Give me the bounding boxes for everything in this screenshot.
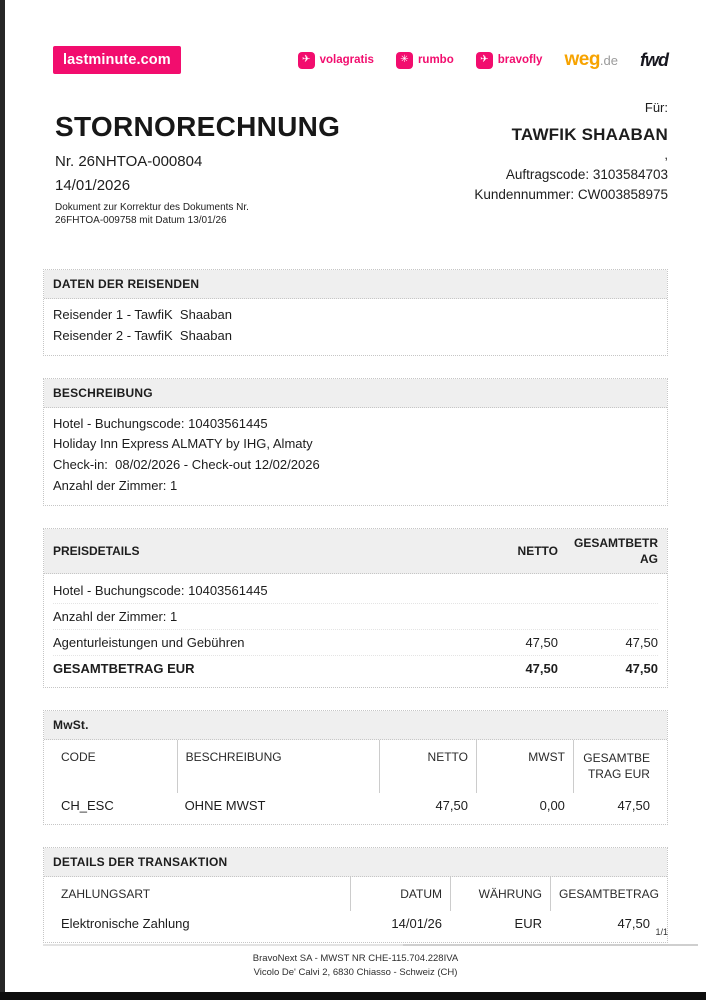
- page-edge-bottom: [0, 992, 706, 1000]
- volagratis-label: volagratis: [319, 54, 374, 66]
- price-row-total-eur: [53, 656, 658, 681]
- price-row-total: 47,50: [625, 661, 658, 677]
- transaction-col-total: GESAMTBETRAG: [550, 877, 658, 911]
- price-table-header: [44, 529, 667, 574]
- price-row-netto: 47,50: [525, 661, 558, 677]
- vat-col-netto: NETTO: [379, 740, 476, 792]
- description-row: Holiday Inn Express ALMATY by IHG, Almaty: [53, 436, 313, 452]
- footer-company-info: [5, 952, 706, 980]
- section-travelers-body: [44, 299, 667, 355]
- rumbo-icon: ✳: [396, 52, 413, 69]
- transaction-value-currency: EUR: [514, 915, 542, 931]
- section-description-title: BESCHREIBUNG: [44, 379, 667, 408]
- price-row: [53, 604, 658, 630]
- vat-value-description: OHNE MWST: [184, 797, 266, 813]
- price-row-netto: 47,50: [525, 635, 558, 651]
- price-row-total: [572, 609, 658, 624]
- volagratis-logo: [298, 52, 374, 69]
- bravofly-label: bravofly: [497, 54, 543, 66]
- document-header: [43, 98, 668, 227]
- transaction-value-total: 47,50: [617, 915, 650, 931]
- transaction-col-currency: WÄHRUNG: [450, 877, 550, 911]
- vat-col-code: CODE: [61, 750, 96, 765]
- price-row: [53, 578, 658, 604]
- section-transaction-title: DETAILS DER TRANSAKTION: [44, 848, 667, 877]
- transaction-table-header: [44, 877, 667, 911]
- section-travelers: [43, 269, 668, 356]
- invoice-number: Nr. 26NHTOA-000804: [55, 153, 203, 170]
- section-vat: [43, 710, 668, 824]
- section-description-body: [44, 408, 667, 505]
- section-travelers-title: DATEN DER REISENDEN: [44, 270, 667, 299]
- brand-logo-row: [43, 46, 668, 74]
- price-row: [53, 630, 658, 656]
- price-row-netto: [448, 583, 558, 598]
- correction-note: [55, 201, 340, 227]
- recipient-block: [474, 98, 668, 202]
- section-vat-title: MwSt.: [44, 711, 667, 740]
- document-title-block: [55, 98, 340, 227]
- vat-table-header: [44, 740, 667, 792]
- rumbo-label: rumbo: [417, 54, 454, 66]
- weg-de-logo: [564, 49, 618, 71]
- vat-value-mwst: 0,00: [539, 797, 565, 813]
- transaction-value-date: 14/01/26: [391, 915, 442, 931]
- description-row: Hotel - Buchungscode: 10403561445: [53, 415, 268, 431]
- price-row-label: Anzahl der Zimmer: 1: [53, 609, 178, 625]
- transaction-col-payment: ZAHLUNGSART: [61, 886, 151, 901]
- fuer-label: Für:: [644, 100, 668, 115]
- partner-logos: [298, 49, 668, 71]
- price-col-netto: NETTO: [517, 543, 558, 558]
- section-price-details: [43, 528, 668, 688]
- customer-number: Kundennummer: CW003858975: [474, 187, 668, 202]
- vat-table-row: [44, 793, 667, 824]
- description-row: Anzahl der Zimmer: 1: [53, 477, 178, 493]
- correction-note-line1: Dokument zur Korrektur des Dokuments Nr.: [55, 202, 249, 213]
- footer-line2: Vicolo De' Calvi 2, 6830 Chiasso - Schweiz (CH): [253, 966, 458, 978]
- weg-de-suffix: .de: [599, 53, 618, 68]
- vat-value-code: CH_ESC: [61, 797, 114, 813]
- footer-divider: [43, 944, 698, 946]
- price-row-label: Hotel - Buchungscode: 10403561445: [53, 583, 268, 599]
- recipient-comma: ,: [664, 147, 668, 162]
- transaction-table-row: [44, 911, 667, 942]
- vat-col-description: BESCHREIBUNG: [177, 740, 380, 792]
- price-row-label: Agenturleistungen und Gebühren: [53, 635, 245, 651]
- traveler-row: Reisender 2 - TawfiK Shaaban: [53, 327, 232, 343]
- price-row-label: GESAMTBETRAG EUR: [53, 661, 195, 677]
- bravofly-icon: ✈: [476, 52, 493, 69]
- transaction-col-date: DATUM: [350, 877, 450, 911]
- page-title: STORNORECHNUNG: [55, 111, 341, 142]
- vat-col-mwst: MWST: [476, 740, 573, 792]
- lastminute-logo: lastminute.com: [53, 46, 181, 74]
- recipient-name: TAWFIK SHAABAN: [511, 125, 668, 144]
- volagratis-icon: ✈: [298, 52, 315, 69]
- vat-value-total: 47,50: [617, 797, 650, 813]
- footer-line1: BravoNext SA - MWST NR CHE-115.704.228IVA: [252, 953, 459, 964]
- weg-text: weg: [564, 49, 600, 70]
- vat-value-netto: 47,50: [435, 797, 468, 813]
- price-row-netto: [448, 609, 558, 624]
- invoice-date: 14/01/2026: [55, 177, 131, 194]
- bravofly-logo: [476, 52, 543, 69]
- traveler-row: Reisender 1 - TawfiK Shaaban: [53, 307, 232, 322]
- order-code: Auftragscode: 3103584703: [505, 167, 668, 182]
- price-col-total: GESAMTBETRAG: [574, 535, 658, 566]
- section-price-title: PREISDETAILS: [53, 543, 140, 558]
- rumbo-logo: [396, 52, 454, 69]
- correction-note-line2: 26FHTOA-009758 mit Datum 13/01/26: [55, 215, 227, 226]
- section-transaction: [43, 847, 668, 943]
- fwd-logo: fwd: [640, 49, 668, 70]
- vat-col-total: GESAMTBETRAG EUR: [573, 740, 658, 792]
- section-description: [43, 378, 668, 506]
- page-number: 1/1: [655, 927, 668, 937]
- price-row-total: [572, 583, 658, 598]
- price-row-total: 47,50: [625, 635, 658, 651]
- invoice-page: [5, 0, 706, 992]
- transaction-value-payment: Elektronische Zahlung: [61, 915, 190, 931]
- price-table-body: [44, 574, 667, 687]
- description-row: Check-in: 08/02/2026 - Check-out 12/02/2026: [53, 457, 320, 473]
